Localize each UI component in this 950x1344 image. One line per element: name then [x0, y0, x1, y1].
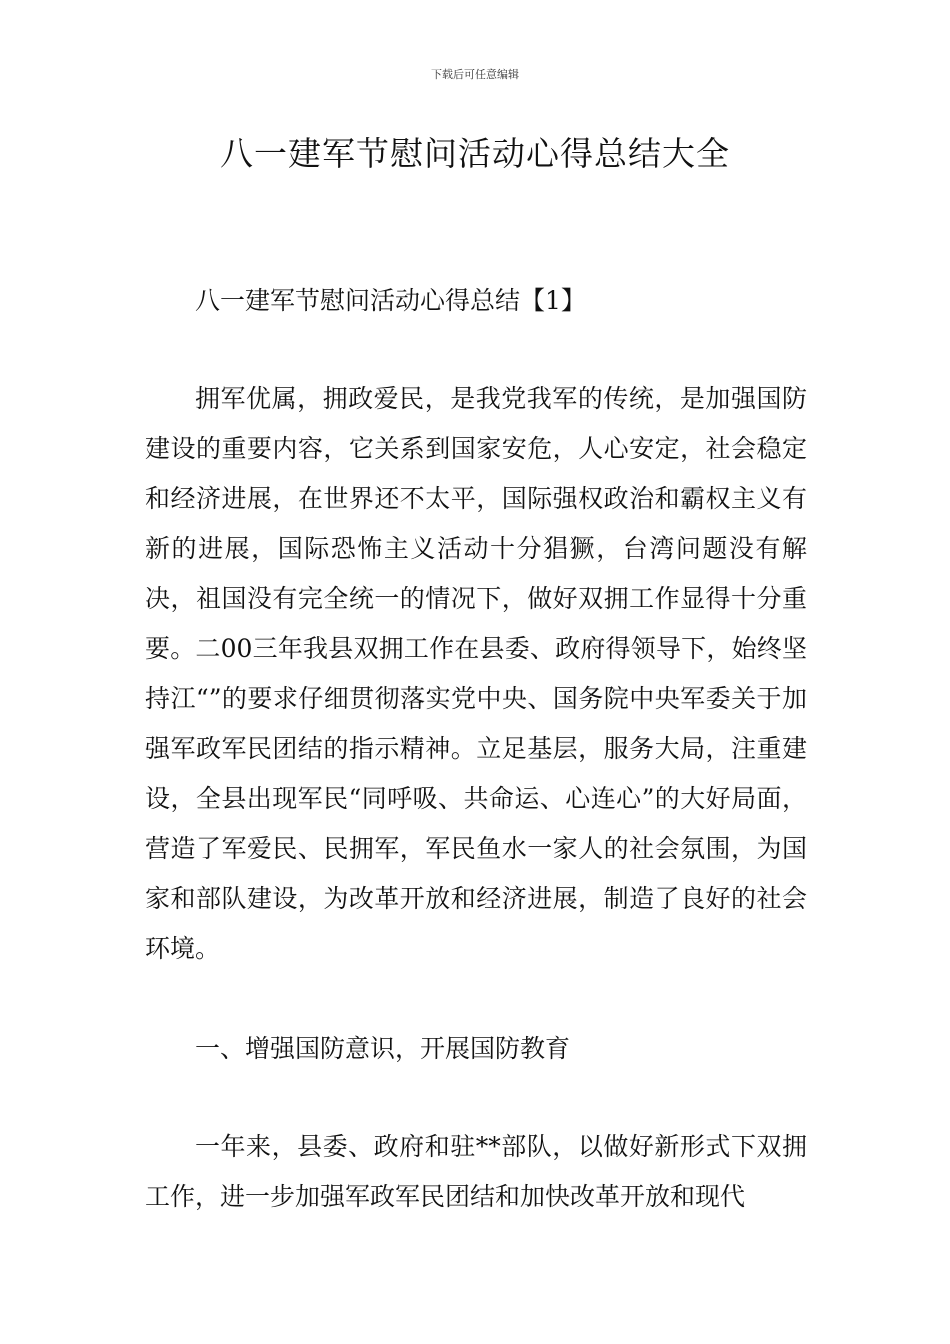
subheading: 一、增强国防意识，开展国防教育	[195, 1034, 571, 1063]
section-heading-container	[145, 276, 807, 326]
page-header-note: 下载后可任意编辑	[431, 68, 519, 81]
document-title: 八一建军节慰问活动心得总结大全	[220, 134, 730, 173]
body-paragraph-container-2	[145, 1122, 807, 1222]
body-paragraph-container	[145, 374, 807, 974]
body-paragraph: 拥军优属，拥政爱民，是我党我军的传统，是加强国防建设的重要内容，它关系到国家安危，人心安定，社会稳定和经济进展，在世界还不太平，国际强权政治和霸权主义有新的进展，国际恐怖主义活动十分猖獗，台湾问题没有解决，祖国没有完全统一的情况下，做好双拥工作显得十分重要。二00三年我县双拥工作在县委、政府得领导下，始终坚持江“”的要求仔细贯彻落实党中央、国务院中央军委关于加强军政军民团结的指示精神。立足基层，服务大局，注重建设，全县出现军民“同呼吸、共命运、心连心”的大好局面，营造了军爱民、民拥军，军民鱼水一家人的社会氛围，为国家和部队建设，为改革开放和经济进展，制造了良好的社会环境。	[145, 384, 807, 963]
section-heading: 八一建军节慰问活动心得总结【1】	[195, 286, 586, 315]
body-paragraph-2: 一年来，县委、政府和驻**部队，以做好新形式下双拥工作，进一步加强军政军民团结和加快改革开放和现代	[145, 1132, 807, 1211]
subheading-container	[145, 1024, 807, 1074]
